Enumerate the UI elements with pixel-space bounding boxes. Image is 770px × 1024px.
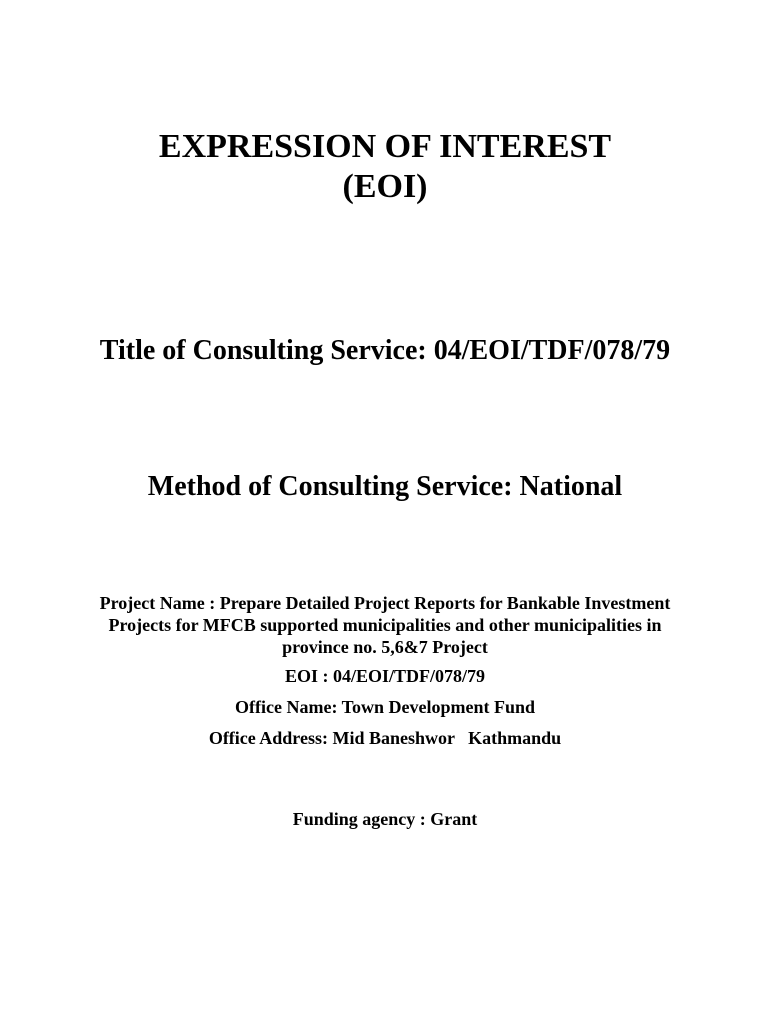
project-name-line1: Project Name : Prepare Detailed Project Reports for Bankable Investment	[99, 593, 671, 613]
office-address: Office Address: Mid Baneshwor Kathmandu	[208, 728, 562, 748]
document-title-line1: EXPRESSION OF INTEREST	[158, 128, 612, 165]
project-name-line2: Projects for MFCB supported municipalities and other municipalities in	[108, 615, 662, 635]
consulting-service-title: Title of Consulting Service: 04/EOI/TDF/078/79	[99, 335, 671, 366]
funding-agency: Funding agency : Grant	[292, 809, 478, 829]
document-title-line2: (EOI)	[342, 168, 428, 205]
office-name: Office Name: Town Development Fund	[235, 697, 535, 717]
project-name-line3: province no. 5,6&7 Project	[282, 637, 488, 657]
eoi-number: EOI : 04/EOI/TDF/078/79	[284, 666, 486, 686]
consulting-service-method: Method of Consulting Service: National	[147, 471, 623, 502]
